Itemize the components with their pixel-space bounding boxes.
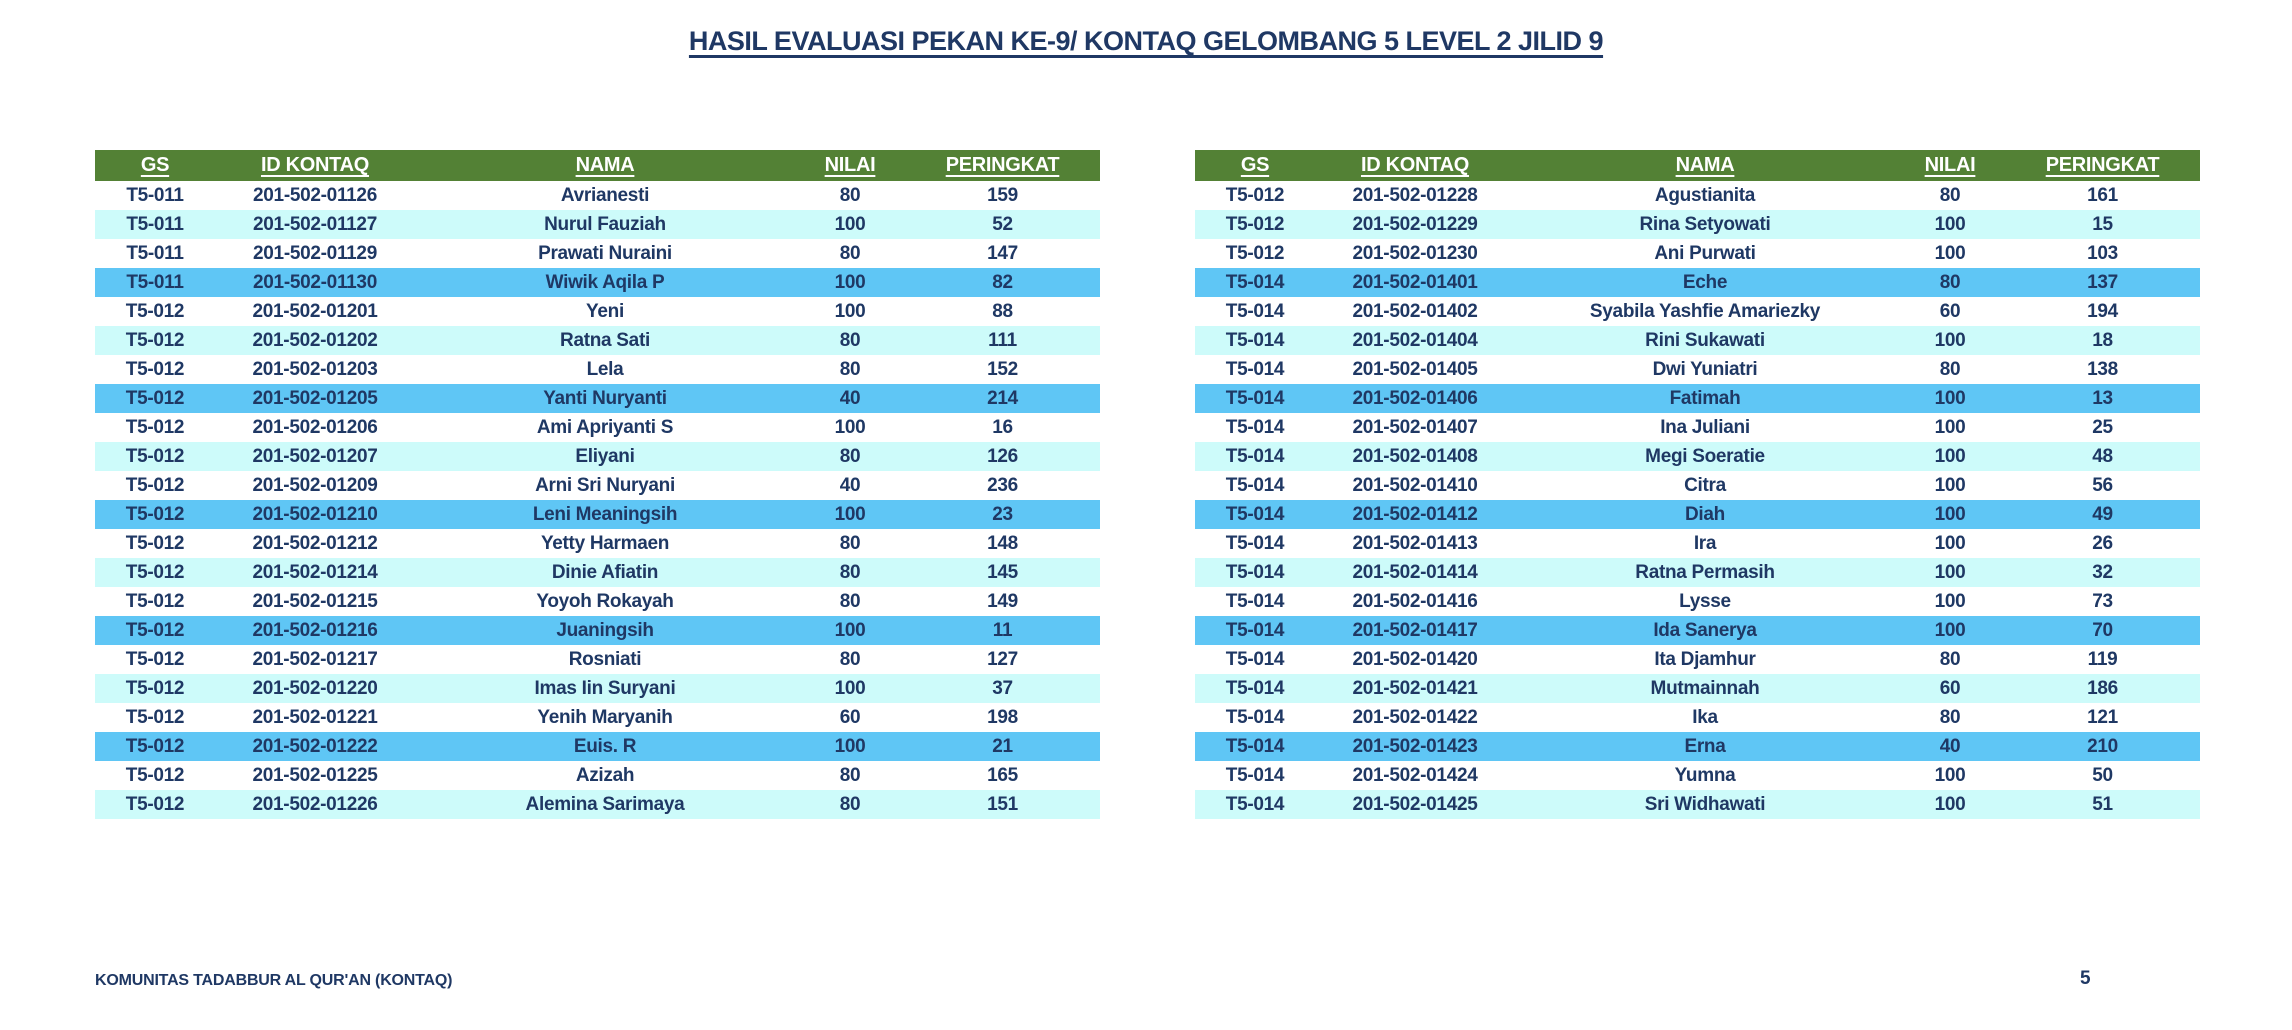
gs-cell: T5-011 bbox=[126, 242, 184, 264]
nama-cell: Ida Sanerya bbox=[1653, 619, 1757, 641]
nilai-cell: 100 bbox=[1934, 416, 1966, 438]
id-kontaq-cell: 201-502-01207 bbox=[252, 445, 378, 467]
nilai-cell: 100 bbox=[1934, 503, 1966, 525]
gs-cell: T5-014 bbox=[1225, 416, 1285, 438]
column-header-peringkat: PERINGKAT bbox=[905, 150, 1100, 181]
peringkat-cell: 236 bbox=[987, 474, 1018, 496]
nilai-cell: 80 bbox=[1939, 184, 1961, 206]
nama-cell: Diah bbox=[1685, 503, 1725, 525]
nilai-cell: 80 bbox=[839, 358, 861, 380]
peringkat-cell: 48 bbox=[2092, 445, 2113, 467]
table-header bbox=[1195, 150, 2200, 181]
id-kontaq-cell: 201-502-01420 bbox=[1352, 648, 1478, 670]
id-kontaq-cell: 201-502-01404 bbox=[1352, 329, 1478, 351]
id-kontaq-cell: 201-502-01421 bbox=[1352, 677, 1478, 699]
column-header-nama: NAMA bbox=[1515, 150, 1895, 181]
nama-cell: Mutmainnah bbox=[1650, 677, 1760, 699]
table-row bbox=[1195, 442, 2200, 471]
id-kontaq-cell: 201-502-01210 bbox=[252, 503, 378, 525]
gs-cell: T5-012 bbox=[125, 561, 185, 583]
peringkat-cell: 18 bbox=[2092, 329, 2113, 351]
table-row bbox=[1195, 732, 2200, 761]
peringkat-cell: 15 bbox=[2092, 213, 2113, 235]
nilai-cell: 100 bbox=[1934, 242, 1966, 264]
gs-cell: T5-012 bbox=[125, 677, 185, 699]
gs-cell: T5-014 bbox=[1225, 677, 1285, 699]
peringkat-cell: 51 bbox=[2092, 793, 2113, 815]
table-body bbox=[1195, 181, 2200, 819]
peringkat-cell: 73 bbox=[2092, 590, 2113, 612]
nama-cell: Juaningsih bbox=[556, 619, 654, 641]
peringkat-cell: 165 bbox=[987, 764, 1018, 786]
nama-cell: Lela bbox=[586, 358, 624, 380]
nama-cell: Rina Setyowati bbox=[1639, 213, 1771, 235]
nilai-cell: 100 bbox=[1934, 590, 1966, 612]
nilai-cell: 80 bbox=[1939, 271, 1961, 293]
table-row bbox=[1195, 558, 2200, 587]
nilai-cell: 40 bbox=[839, 387, 861, 409]
table-row bbox=[1195, 384, 2200, 413]
table-row bbox=[95, 268, 1100, 297]
table-row bbox=[1195, 326, 2200, 355]
nilai-cell: 80 bbox=[839, 648, 861, 670]
gs-cell: T5-012 bbox=[125, 503, 185, 525]
table-row bbox=[95, 645, 1100, 674]
table-row bbox=[1195, 645, 2200, 674]
nilai-cell: 100 bbox=[1934, 474, 1966, 496]
gs-cell: T5-012 bbox=[125, 445, 185, 467]
peringkat-cell: 23 bbox=[992, 503, 1013, 525]
nama-cell: Syabila Yashfie Amariezky bbox=[1589, 300, 1821, 322]
gs-cell: T5-012 bbox=[125, 329, 185, 351]
table-row bbox=[95, 471, 1100, 500]
peringkat-cell: 194 bbox=[2087, 300, 2118, 322]
column-header-id-kontaq: ID KONTAQ bbox=[1315, 150, 1515, 181]
nama-cell: Ratna Permasih bbox=[1635, 561, 1775, 583]
nilai-cell: 80 bbox=[839, 445, 861, 467]
peringkat-cell: 151 bbox=[987, 793, 1018, 815]
nama-cell: Eliyani bbox=[575, 445, 635, 467]
table-row bbox=[95, 384, 1100, 413]
id-kontaq-cell: 201-502-01202 bbox=[252, 329, 378, 351]
table-row bbox=[1195, 413, 2200, 442]
peringkat-cell: 119 bbox=[2087, 648, 2118, 670]
gs-cell: T5-014 bbox=[1225, 532, 1285, 554]
nilai-cell: 100 bbox=[834, 271, 866, 293]
nilai-cell: 100 bbox=[1934, 213, 1966, 235]
id-kontaq-cell: 201-502-01422 bbox=[1352, 706, 1478, 728]
header-row bbox=[1195, 150, 2200, 181]
footer-org-name: KOMUNITAS TADABBUR AL QUR'AN (KONTAQ) bbox=[95, 972, 453, 989]
id-kontaq-cell: 201-502-01214 bbox=[252, 561, 378, 583]
nama-cell: Ita Djamhur bbox=[1654, 648, 1756, 670]
nama-cell: Eche bbox=[1682, 271, 1728, 293]
peringkat-cell: 70 bbox=[2092, 619, 2113, 641]
gs-cell: T5-014 bbox=[1225, 793, 1285, 815]
nilai-cell: 80 bbox=[839, 764, 861, 786]
id-kontaq-cell: 201-502-01405 bbox=[1352, 358, 1478, 380]
id-kontaq-cell: 201-502-01127 bbox=[253, 213, 377, 235]
column-header-nilai: NILAI bbox=[1895, 150, 2005, 181]
nilai-cell: 60 bbox=[839, 706, 861, 728]
gs-cell: T5-014 bbox=[1225, 735, 1285, 757]
gs-cell: T5-012 bbox=[125, 358, 185, 380]
gs-cell: T5-014 bbox=[1225, 706, 1285, 728]
nilai-cell: 40 bbox=[839, 474, 861, 496]
gs-cell: T5-014 bbox=[1225, 300, 1285, 322]
peringkat-cell: 159 bbox=[987, 184, 1018, 206]
peringkat-cell: 137 bbox=[2087, 271, 2118, 293]
nilai-cell: 100 bbox=[1934, 793, 1966, 815]
table-body bbox=[95, 181, 1100, 819]
peringkat-cell: 147 bbox=[987, 242, 1018, 264]
gs-cell: T5-012 bbox=[125, 764, 185, 786]
table-row bbox=[1195, 761, 2200, 790]
nilai-cell: 80 bbox=[839, 242, 861, 264]
header-row bbox=[95, 150, 1100, 181]
table-row bbox=[1195, 674, 2200, 703]
nama-cell: Yeni bbox=[586, 300, 624, 322]
nilai-cell: 100 bbox=[834, 677, 866, 699]
gs-cell: T5-014 bbox=[1225, 619, 1285, 641]
gs-cell: T5-012 bbox=[1225, 242, 1285, 264]
id-kontaq-cell: 201-502-01417 bbox=[1352, 619, 1478, 641]
nilai-cell: 100 bbox=[834, 416, 866, 438]
peringkat-cell: 16 bbox=[992, 416, 1013, 438]
table-row bbox=[95, 761, 1100, 790]
peringkat-cell: 49 bbox=[2092, 503, 2113, 525]
nama-cell: Yanti Nuryanti bbox=[543, 387, 667, 409]
table-row bbox=[95, 355, 1100, 384]
nilai-cell: 100 bbox=[834, 213, 866, 235]
gs-cell: T5-014 bbox=[1225, 764, 1285, 786]
page-title: HASIL EVALUASI PEKAN KE-9/ KONTAQ GELOMBANG 5 LEVEL 2 JILID 9 bbox=[688, 26, 1604, 56]
table-row bbox=[95, 500, 1100, 529]
nilai-cell: 80 bbox=[839, 793, 861, 815]
gs-cell: T5-012 bbox=[125, 300, 185, 322]
table-row bbox=[95, 239, 1100, 268]
nilai-cell: 80 bbox=[839, 590, 861, 612]
id-kontaq-cell: 201-502-01206 bbox=[252, 416, 378, 438]
nama-cell: Wiwik Aqila P bbox=[545, 271, 665, 293]
peringkat-cell: 103 bbox=[2087, 242, 2118, 264]
peringkat-cell: 56 bbox=[2092, 474, 2113, 496]
column-header-peringkat: PERINGKAT bbox=[2005, 150, 2200, 181]
table-row bbox=[95, 297, 1100, 326]
table-row bbox=[95, 210, 1100, 239]
table-row bbox=[95, 616, 1100, 645]
peringkat-cell: 26 bbox=[2092, 532, 2113, 554]
peringkat-cell: 214 bbox=[987, 387, 1018, 409]
gs-cell: T5-014 bbox=[1225, 387, 1285, 409]
peringkat-cell: 52 bbox=[992, 213, 1013, 235]
table-row bbox=[1195, 355, 2200, 384]
nama-cell: Dwi Yuniatri bbox=[1652, 358, 1758, 380]
table-row bbox=[1195, 210, 2200, 239]
nama-cell: Yoyoh Rokayah bbox=[536, 590, 674, 612]
nama-cell: Dinie Afiatin bbox=[551, 561, 659, 583]
nama-cell: Agustianita bbox=[1654, 184, 1756, 206]
nilai-cell: 80 bbox=[1939, 358, 1961, 380]
nama-cell: Yetty Harmaen bbox=[540, 532, 670, 554]
evaluation-table-right bbox=[1195, 150, 2200, 819]
nilai-cell: 100 bbox=[834, 300, 866, 322]
gs-cell: T5-011 bbox=[126, 271, 184, 293]
nilai-cell: 60 bbox=[1939, 300, 1961, 322]
nama-cell: Prawati Nuraini bbox=[538, 242, 672, 264]
peringkat-cell: 11 bbox=[992, 619, 1013, 641]
peringkat-cell: 152 bbox=[987, 358, 1018, 380]
id-kontaq-cell: 201-502-01414 bbox=[1352, 561, 1478, 583]
peringkat-cell: 50 bbox=[2092, 764, 2113, 786]
gs-cell: T5-012 bbox=[125, 590, 185, 612]
nilai-cell: 80 bbox=[1939, 706, 1961, 728]
table-row bbox=[95, 442, 1100, 471]
nilai-cell: 80 bbox=[1939, 648, 1961, 670]
peringkat-cell: 13 bbox=[2092, 387, 2113, 409]
id-kontaq-cell: 201-502-01402 bbox=[1352, 300, 1478, 322]
peringkat-cell: 21 bbox=[992, 735, 1013, 757]
gs-cell: T5-014 bbox=[1225, 561, 1285, 583]
nama-cell: Megi Soeratie bbox=[1645, 445, 1765, 467]
gs-cell: T5-012 bbox=[1225, 184, 1285, 206]
peringkat-cell: 161 bbox=[2087, 184, 2118, 206]
id-kontaq-cell: 201-502-01423 bbox=[1352, 735, 1478, 757]
id-kontaq-cell: 201-502-01222 bbox=[252, 735, 378, 757]
table-row bbox=[1195, 587, 2200, 616]
gs-cell: T5-014 bbox=[1225, 503, 1285, 525]
nilai-cell: 60 bbox=[1939, 677, 1961, 699]
gs-cell: T5-014 bbox=[1225, 271, 1285, 293]
gs-cell: T5-012 bbox=[125, 735, 185, 757]
peringkat-cell: 198 bbox=[987, 706, 1018, 728]
nama-cell: Azizah bbox=[575, 764, 635, 786]
id-kontaq-cell: 201-502-01413 bbox=[1352, 532, 1478, 554]
column-header-gs: GS bbox=[95, 150, 215, 181]
page-number: 5 bbox=[2080, 968, 2091, 989]
column-header-nama: NAMA bbox=[415, 150, 795, 181]
nilai-cell: 100 bbox=[834, 735, 866, 757]
id-kontaq-cell: 201-502-01126 bbox=[253, 184, 377, 206]
nama-cell: Euis. R bbox=[573, 735, 637, 757]
peringkat-cell: 25 bbox=[2092, 416, 2113, 438]
gs-cell: T5-011 bbox=[126, 184, 184, 206]
id-kontaq-cell: 201-502-01130 bbox=[253, 271, 377, 293]
table-row bbox=[95, 703, 1100, 732]
id-kontaq-cell: 201-502-01424 bbox=[1352, 764, 1478, 786]
nilai-cell: 100 bbox=[1934, 619, 1966, 641]
nama-cell: Alemina Sarimaya bbox=[525, 793, 685, 815]
nama-cell: Yenih Maryanih bbox=[537, 706, 673, 728]
gs-cell: T5-012 bbox=[125, 532, 185, 554]
peringkat-cell: 126 bbox=[987, 445, 1018, 467]
gs-cell: T5-012 bbox=[125, 474, 185, 496]
table-row bbox=[1195, 181, 2200, 210]
id-kontaq-cell: 201-502-01226 bbox=[252, 793, 378, 815]
id-kontaq-cell: 201-502-01201 bbox=[252, 300, 378, 322]
id-kontaq-cell: 201-502-01129 bbox=[253, 242, 377, 264]
gs-cell: T5-014 bbox=[1225, 590, 1285, 612]
nama-cell: Ina Juliani bbox=[1660, 416, 1750, 438]
peringkat-cell: 32 bbox=[2092, 561, 2113, 583]
id-kontaq-cell: 201-502-01416 bbox=[1352, 590, 1478, 612]
nama-cell: Rini Sukawati bbox=[1645, 329, 1765, 351]
gs-cell: T5-012 bbox=[125, 706, 185, 728]
nilai-cell: 40 bbox=[1939, 735, 1961, 757]
nilai-cell: 100 bbox=[834, 619, 866, 641]
gs-cell: T5-012 bbox=[1225, 213, 1285, 235]
peringkat-cell: 88 bbox=[992, 300, 1013, 322]
evaluation-table-left bbox=[95, 150, 1100, 819]
peringkat-cell: 37 bbox=[992, 677, 1013, 699]
table-row bbox=[95, 413, 1100, 442]
nilai-cell: 100 bbox=[834, 503, 866, 525]
gs-cell: T5-014 bbox=[1225, 358, 1285, 380]
table-row bbox=[1195, 297, 2200, 326]
id-kontaq-cell: 201-502-01229 bbox=[1352, 213, 1478, 235]
gs-cell: T5-014 bbox=[1225, 329, 1285, 351]
nama-cell: Fatimah bbox=[1669, 387, 1741, 409]
gs-cell: T5-012 bbox=[125, 387, 185, 409]
table-header bbox=[95, 150, 1100, 181]
nilai-cell: 100 bbox=[1934, 329, 1966, 351]
id-kontaq-cell: 201-502-01408 bbox=[1352, 445, 1478, 467]
table-row bbox=[95, 181, 1100, 210]
table-row bbox=[95, 587, 1100, 616]
id-kontaq-cell: 201-502-01412 bbox=[1352, 503, 1478, 525]
id-kontaq-cell: 201-502-01216 bbox=[252, 619, 378, 641]
nilai-cell: 100 bbox=[1934, 387, 1966, 409]
peringkat-cell: 148 bbox=[987, 532, 1018, 554]
gs-cell: T5-011 bbox=[126, 213, 184, 235]
id-kontaq-cell: 201-502-01221 bbox=[252, 706, 378, 728]
table-row bbox=[1195, 790, 2200, 819]
nilai-cell: 80 bbox=[839, 329, 861, 351]
peringkat-cell: 145 bbox=[987, 561, 1018, 583]
table-row bbox=[95, 529, 1100, 558]
nama-cell: Rosniati bbox=[568, 648, 642, 670]
nama-cell: Imas Iin Suryani bbox=[534, 677, 676, 699]
id-kontaq-cell: 201-502-01209 bbox=[252, 474, 378, 496]
nama-cell: Citra bbox=[1684, 474, 1726, 496]
column-header-gs: GS bbox=[1195, 150, 1315, 181]
id-kontaq-cell: 201-502-01425 bbox=[1352, 793, 1478, 815]
table-row bbox=[95, 790, 1100, 819]
gs-cell: T5-012 bbox=[125, 793, 185, 815]
nama-cell: Ira bbox=[1693, 532, 1717, 554]
id-kontaq-cell: 201-502-01215 bbox=[252, 590, 378, 612]
nama-cell: Leni Meaningsih bbox=[532, 503, 678, 525]
id-kontaq-cell: 201-502-01407 bbox=[1352, 416, 1478, 438]
gs-cell: T5-014 bbox=[1225, 474, 1285, 496]
nama-cell: Yumna bbox=[1674, 764, 1736, 786]
table-row bbox=[95, 674, 1100, 703]
peringkat-cell: 121 bbox=[2087, 706, 2118, 728]
id-kontaq-cell: 201-502-01230 bbox=[1352, 242, 1478, 264]
table-row bbox=[95, 558, 1100, 587]
table-row bbox=[95, 326, 1100, 355]
table-row bbox=[1195, 268, 2200, 297]
nilai-cell: 100 bbox=[1934, 764, 1966, 786]
table-row bbox=[1195, 703, 2200, 732]
peringkat-cell: 127 bbox=[987, 648, 1018, 670]
table-row bbox=[1195, 616, 2200, 645]
nama-cell: Sri Widhawati bbox=[1644, 793, 1766, 815]
peringkat-cell: 82 bbox=[992, 271, 1013, 293]
gs-cell: T5-012 bbox=[125, 619, 185, 641]
nama-cell: Avrianesti bbox=[560, 184, 650, 206]
nilai-cell: 80 bbox=[839, 561, 861, 583]
nilai-cell: 100 bbox=[1934, 532, 1966, 554]
gs-cell: T5-014 bbox=[1225, 648, 1285, 670]
id-kontaq-cell: 201-502-01212 bbox=[252, 532, 378, 554]
nama-cell: Ika bbox=[1692, 706, 1718, 728]
gs-cell: T5-012 bbox=[125, 416, 185, 438]
gs-cell: T5-014 bbox=[1225, 445, 1285, 467]
peringkat-cell: 149 bbox=[987, 590, 1018, 612]
column-header-nilai: NILAI bbox=[795, 150, 905, 181]
gs-cell: T5-012 bbox=[125, 648, 185, 670]
nama-cell: Ratna Sati bbox=[560, 329, 650, 351]
peringkat-cell: 138 bbox=[2087, 358, 2118, 380]
table-row bbox=[1195, 529, 2200, 558]
nama-cell: Arni Sri Nuryani bbox=[535, 474, 675, 496]
nama-cell: Ani Purwati bbox=[1654, 242, 1756, 264]
nilai-cell: 80 bbox=[839, 184, 861, 206]
id-kontaq-cell: 201-502-01220 bbox=[252, 677, 378, 699]
table-row bbox=[1195, 471, 2200, 500]
nama-cell: Nurul Fauziah bbox=[544, 213, 666, 235]
peringkat-cell: 210 bbox=[2087, 735, 2118, 757]
nilai-cell: 80 bbox=[839, 532, 861, 554]
id-kontaq-cell: 201-502-01406 bbox=[1352, 387, 1478, 409]
id-kontaq-cell: 201-502-01410 bbox=[1352, 474, 1478, 496]
table-row bbox=[1195, 239, 2200, 268]
id-kontaq-cell: 201-502-01217 bbox=[252, 648, 378, 670]
peringkat-cell: 111 bbox=[988, 329, 1017, 351]
column-header-id-kontaq: ID KONTAQ bbox=[215, 150, 415, 181]
id-kontaq-cell: 201-502-01203 bbox=[252, 358, 378, 380]
id-kontaq-cell: 201-502-01228 bbox=[1352, 184, 1478, 206]
id-kontaq-cell: 201-502-01401 bbox=[1352, 271, 1478, 293]
id-kontaq-cell: 201-502-01225 bbox=[252, 764, 378, 786]
nama-cell: Ami Apriyanti S bbox=[536, 416, 674, 438]
nama-cell: Erna bbox=[1684, 735, 1726, 757]
nilai-cell: 100 bbox=[1934, 445, 1966, 467]
table-row bbox=[1195, 500, 2200, 529]
nama-cell: Lysse bbox=[1679, 590, 1731, 612]
peringkat-cell: 186 bbox=[2087, 677, 2118, 699]
table-row bbox=[95, 732, 1100, 761]
id-kontaq-cell: 201-502-01205 bbox=[252, 387, 378, 409]
nilai-cell: 100 bbox=[1934, 561, 1966, 583]
